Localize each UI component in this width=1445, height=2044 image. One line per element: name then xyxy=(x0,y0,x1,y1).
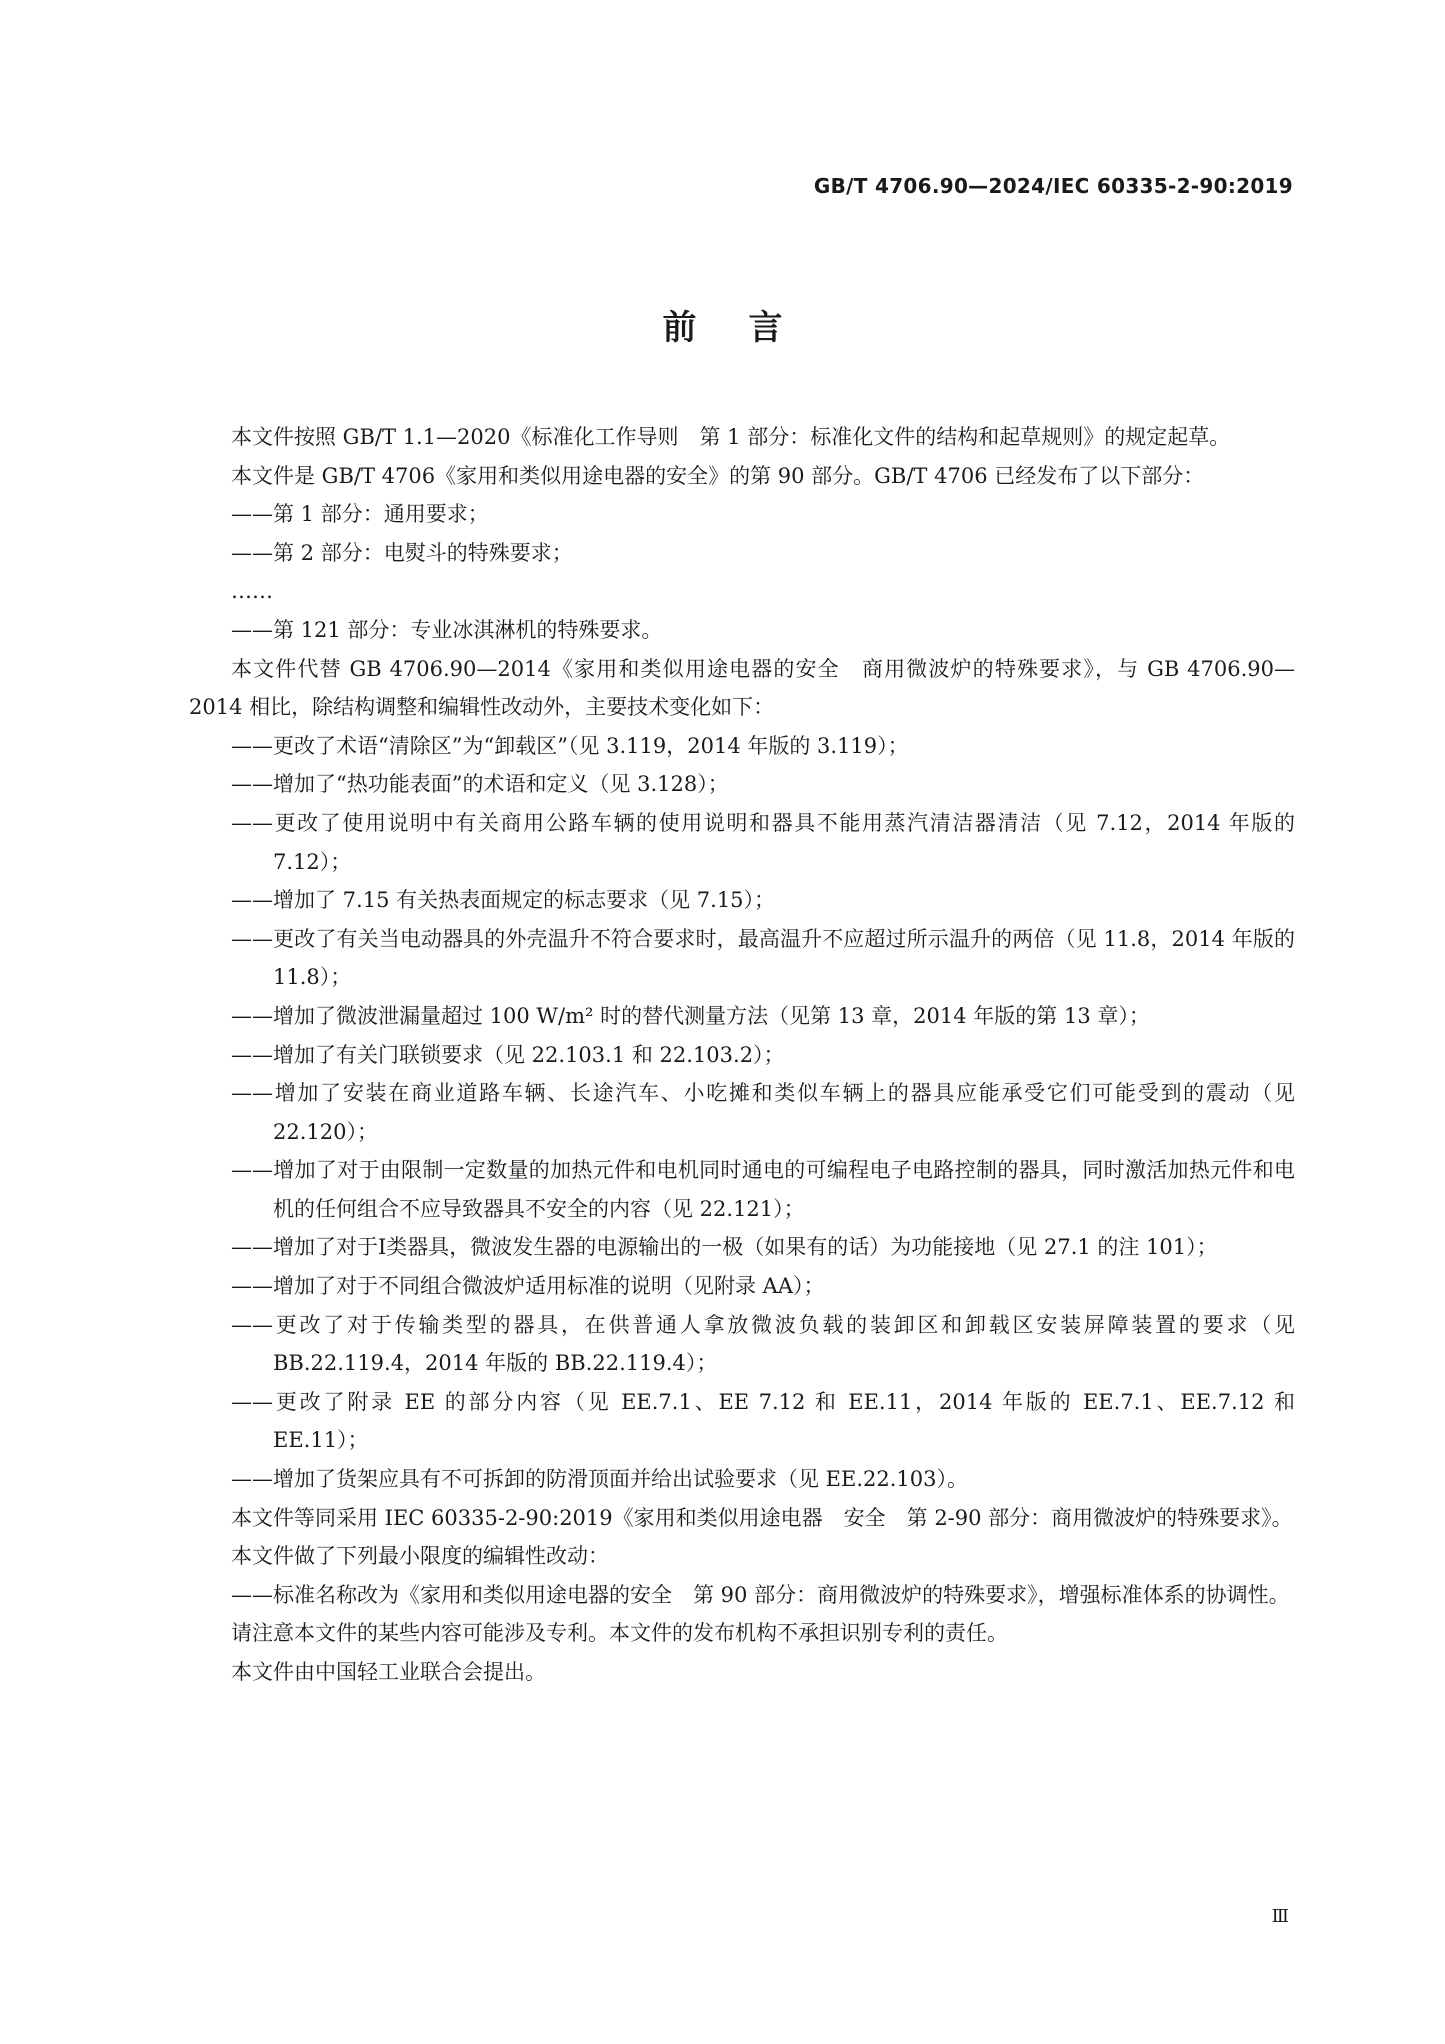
list-item-text: 标准名称改为《家用和类似用途电器的安全 第 90 部分：商用微波炉的特殊要求》，增强标准体系的协调性。 xyxy=(273,1582,1290,1607)
list-dash: —— xyxy=(231,1274,273,1299)
list-dash: —— xyxy=(231,540,273,565)
list-item xyxy=(189,1576,1295,1615)
paragraph: 本文件做了下列最小限度的编辑性改动： xyxy=(231,1544,609,1569)
list-item xyxy=(189,727,1295,766)
list-item-text: 更改了有关当电动器具的外壳温升不符合要求时，最高温升不应超过所示温升的两倍（见 11.8，2014 年版的 11.8）； xyxy=(273,926,1295,990)
list-dash: —— xyxy=(231,1158,273,1183)
list-dash: —— xyxy=(231,502,273,527)
list-item xyxy=(189,1074,1295,1151)
list-dash: —— xyxy=(231,617,273,642)
list-item-text: 增加了货架应具有不可拆卸的防滑顶面并给出试验要求（见 EE.22.103）。 xyxy=(273,1467,968,1492)
list-dash: —— xyxy=(231,1582,273,1607)
list-dash: —— xyxy=(231,733,273,758)
list-item-text: 第 1 部分：通用要求； xyxy=(273,502,489,527)
list-dash: —— xyxy=(231,772,273,797)
list-dash: —— xyxy=(231,1003,273,1028)
paragraph: 本文件是 GB/T 4706《家用和类似用途电器的安全》的第 90 部分。GB/T 4706 已经发布了以下部分： xyxy=(231,463,1205,488)
list-item xyxy=(189,920,1295,997)
list-item-text: 增加了对于由限制一定数量的加热元件和电机同时通电的可编程电子电路控制的器具，同时激活加热元件和电机的任何组合不应导致器具不安全的内容（见 22.121）； xyxy=(273,1158,1295,1221)
list-item-text: 第 121 部分：专业冰淇淋机的特殊要求。 xyxy=(273,617,663,642)
page-title: 前言 xyxy=(662,308,835,348)
list-item xyxy=(189,1036,1295,1075)
list-item-text: 更改了附录 EE 的部分内容（见 EE.7.1、EE 7.12 和 EE.11，2014 年版的 EE.7.1、EE.7.12 和 EE.11）； xyxy=(273,1389,1295,1453)
list-item xyxy=(189,997,1295,1036)
list-item-text: 更改了使用说明中有关商用公路车辆的使用说明和器具不能用蒸汽清洁器清洁（见 7.12，2014 年版的 7.12）； xyxy=(273,810,1295,874)
list-item-text: 增加了 7.15 有关热表面规定的标志要求（见 7.15）； xyxy=(273,888,776,913)
paragraph: 本文件等同采用 IEC 60335-2-90:2019《家用和类似用途电器 安全 第 2-90 部分：商用微波炉的特殊要求》。 xyxy=(231,1505,1293,1530)
list-item xyxy=(189,1460,1295,1499)
list-item xyxy=(189,534,1295,573)
list-item xyxy=(189,1383,1295,1460)
list-item-text: 增加了对于不同组合微波炉适用标准的说明（见附录 AA）； xyxy=(273,1274,825,1299)
paragraph: 请注意本文件的某些内容可能涉及专利。本文件的发布机构不承担识别专利的责任。 xyxy=(231,1621,1008,1646)
paragraph: 本文件代替 GB 4706.90—2014《家用和类似用途电器的安全 商用微波炉的特殊要求》，与 GB 4706.90—2014 相比，除结构调整和编辑性改动外，主要技术变化如下： xyxy=(189,656,1295,720)
list-ellipsis: …… xyxy=(231,579,273,604)
list-dash: —— xyxy=(231,1467,273,1492)
standard-code: GB/T 4706.90—2024/IEC 60335-2-90:2019 xyxy=(813,174,1293,198)
list-item-text: 增加了有关门联锁要求（见 22.103.1 和 22.103.2）； xyxy=(273,1042,785,1067)
list-dash: —— xyxy=(231,926,273,951)
list-item-text: 更改了术语“清除区”为“卸载区”（见 3.119，2014 年版的 3.119）； xyxy=(273,733,909,758)
list-dash: —— xyxy=(231,1081,273,1106)
list-item-text: 增加了安装在商业道路车辆、长途汽车、小吃摊和类似车辆上的器具应能承受它们可能受到的震动（见 22.120）； xyxy=(273,1081,1295,1144)
list-item xyxy=(189,804,1295,881)
page-number: Ⅲ xyxy=(1271,1906,1289,1927)
paragraph: 本文件由中国轻工业联合会提出。 xyxy=(231,1660,546,1684)
list-item xyxy=(189,765,1295,804)
list-dash: —— xyxy=(231,810,273,835)
list-item xyxy=(189,1267,1295,1306)
paragraph: 本文件按照 GB/T 1.1—2020《标准化工作导则 第 1 部分：标准化文件的结构和起草规则》的规定起草。 xyxy=(231,425,1231,449)
list-item-text: 更改了对于传输类型的器具，在供普通人拿放微波负载的装卸区和卸载区安装屏障装置的要求（见 BB.22.119.4，2014 年版的 BB.22.119.4）； xyxy=(273,1312,1295,1376)
document-body xyxy=(189,418,1295,1692)
list-item xyxy=(189,495,1295,534)
list-item-text: 增加了对于Ⅰ类器具，微波发生器的电源输出的一极（如果有的话）为功能接地（见 27.1 的注 101）； xyxy=(273,1235,1218,1260)
list-dash: —— xyxy=(231,1235,273,1260)
list-dash: —— xyxy=(231,1389,273,1414)
list-dash: —— xyxy=(231,888,273,913)
list-item xyxy=(189,1306,1295,1383)
list-item xyxy=(189,1228,1295,1267)
list-dash: —— xyxy=(231,1312,273,1337)
list-item-text: 增加了“热功能表面”的术语和定义（见 3.128）； xyxy=(273,772,729,797)
list-item-text: 第 2 部分：电熨斗的特殊要求； xyxy=(273,540,573,565)
list-dash: —— xyxy=(231,1042,273,1067)
list-item xyxy=(189,611,1295,650)
list-item xyxy=(189,1151,1295,1228)
list-item xyxy=(189,881,1295,920)
list-item-text: 增加了微波泄漏量超过 100 W/m² 时的替代测量方法（见第 13 章，2014 年版的第 13 章）； xyxy=(273,1003,1150,1028)
